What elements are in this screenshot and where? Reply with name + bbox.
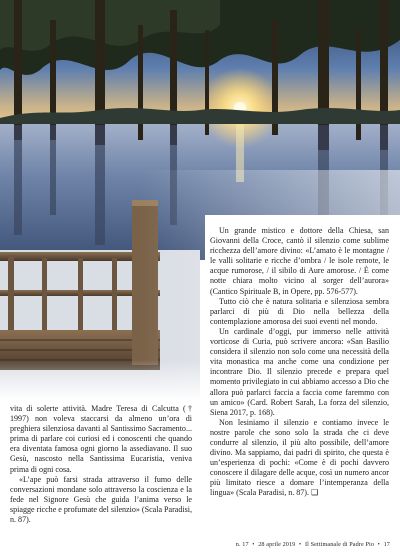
left-text-column (10, 404, 192, 525)
page-footer (0, 541, 390, 548)
issue-date: 28 aprile 2019 (258, 541, 296, 548)
publication-name: Il Settimanale di Padre Pio (304, 541, 375, 548)
right-text-column (210, 226, 389, 499)
paragraph: Un grande mistico e dottore della Chiesa, san Giovanni della Croce, cantò il silenzio come sublime ricchezza dell’amore divino: «L’amato è le montagne / le valli solitarie e ricche d’ombra / le isole remote, le acque rumorose, / il sibilo di Aure amorose. / È come notte chiara molto vicino al sorger dell’aurora» (Cantico Spirituale B, in Opere, pp. 576-577). (210, 226, 389, 296)
paragraph: «L’ape può farsi strada attraverso il fumo delle conversazioni mondane solo attraverso la coscienza e la fede nel Signore Gesù che guida l’anima verso le spiagge ricche e profumate del silenzio» (Scala Paradisi, n. 87). (10, 474, 192, 525)
end-of-article-mark: ❑ (311, 488, 319, 498)
page-number: 17 (383, 541, 390, 548)
footer-separator: • (299, 541, 302, 548)
paragraph: vita di solerte attività. Madre Teresa di Calcutta († 1997) non voleva staccarsi da almeno un’ora di preghiera silenziosa davanti al Santissimo Sacramento... prima di parlare coi curiosi ed i conoscenti che quando era diventata famosa ogni giorno la assediavano. Il suo Gesù, nascosto nella Santissima Eucaristia, veniva prima di ogni cosa. (10, 404, 192, 474)
footer-separator: • (377, 541, 380, 548)
paragraph: Tutto ciò che è natura solitaria e silenziosa sembra parlarci di più di Dio nella bellezza della contemplazione amorosa dei suoi eventi nel mondo. (210, 296, 389, 326)
issue-number: n. 17 (235, 541, 249, 548)
paragraph-text: Non lesiniamo il silenzio e contiamo invece le nostre parole che sono solo la strada che ci deve condurre al silenzio, il più alto possibile, dell’amore divino. Ma sappiamo, dai padri di spirito, che questa è un’esperienza di pochi: «Come è di pochi davvero conoscere il dilagare delle acque, così un numero ancor più limitato riesce a domare l’intemperanza della lingua» (Scala Paradisi, n. 87). (210, 417, 389, 498)
paragraph: Un cardinale d’oggi, pur immerso nelle attività vorticose di Curia, può scrivere ancora: «San Basilio considera il silenzio non solo come una necessità della vita monastica ma anche come una condizione per incontrare Dio. Il silenzio precede e prepara quel momento privilegiato in cui abbiamo accesso a Dio che allora può parlarci faccia a faccia come faremmo con un amico» (Card. Robert Sarah, La forza del silenzio, Siena 2017, p. 168). (210, 326, 389, 417)
paragraph (210, 418, 389, 499)
footer-separator: • (252, 541, 255, 548)
